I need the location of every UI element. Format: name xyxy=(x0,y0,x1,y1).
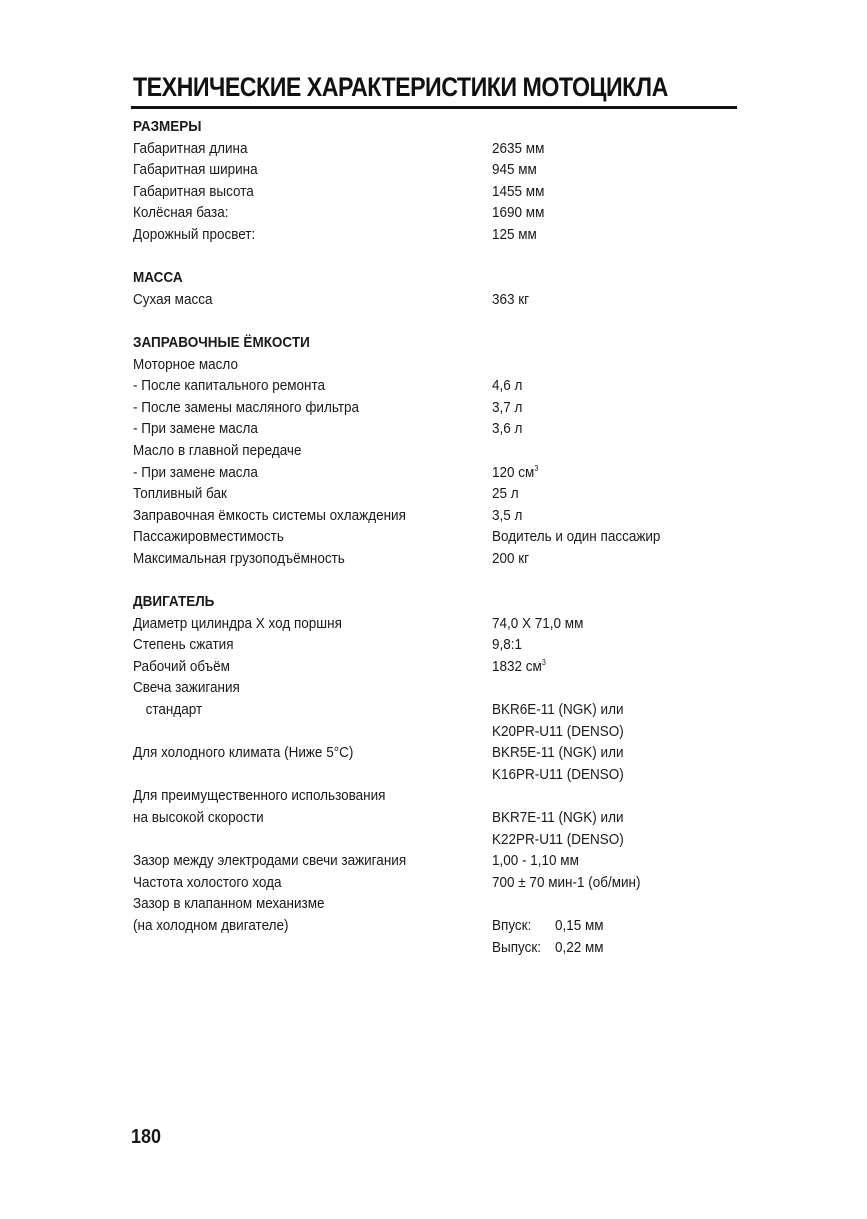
section-heading-text: МАССА xyxy=(133,269,183,287)
spec-label: Габаритная ширина xyxy=(133,161,258,179)
spec-value: BKR7E-11 (NGK) или xyxy=(492,809,624,826)
spec-row-wheelbase xyxy=(133,202,733,224)
spec-label: Моторное масло xyxy=(133,355,238,373)
page-title: ТЕХНИЧЕСКИЕ ХАРАКТЕРИСТИКИ МОТОЦИКЛА xyxy=(133,72,668,102)
spec-label: Зазор между электродами свечи зажигания xyxy=(133,852,407,870)
spec-value: 1455 мм xyxy=(492,182,545,200)
page-number: 180 xyxy=(131,1126,162,1148)
spec-row-spark-plug xyxy=(133,677,733,699)
spec-row-valve-clearance-exhaust xyxy=(133,937,733,959)
spec-value: BKR6E-11 (NGK) или xyxy=(492,701,624,719)
spec-label: стандарт xyxy=(145,701,203,719)
spec-value: 125 мм xyxy=(492,225,537,243)
spec-value: 1,00 - 1,10 мм xyxy=(492,852,579,870)
section-heading-text: ДВИГАТЕЛЬ xyxy=(133,593,215,611)
spec-row-after-overhaul xyxy=(133,375,733,397)
spec-label: Заправочная ёмкость системы охлаждения xyxy=(133,506,406,524)
spec-row-overall-height xyxy=(133,181,733,203)
spec-label: Зазор в клапанном механизме xyxy=(133,895,325,913)
spec-value: 3,6 л xyxy=(492,420,523,438)
spec-value: Водитель и один пассажир xyxy=(492,528,661,546)
value-number: 120 см xyxy=(492,463,535,481)
spec-value: 363 кг xyxy=(492,290,530,308)
section-spacer xyxy=(133,569,733,591)
valve-intake-key: Впуск: xyxy=(492,916,532,934)
spec-label: Диаметр цилиндра X ход поршня xyxy=(133,614,342,632)
spec-row-plug-gap xyxy=(133,850,733,872)
spec-label: Максимальная грузоподъёмность xyxy=(133,549,345,567)
title-underline xyxy=(131,106,737,109)
spec-value: K20PR-U11 (DENSO) xyxy=(492,722,624,740)
spec-row-plug-standard xyxy=(133,699,733,721)
section-spacer xyxy=(133,246,733,268)
spec-row-coolant xyxy=(133,505,733,527)
spec-label: Масло в главной передаче xyxy=(133,441,302,459)
spec-label: Рабочий объём xyxy=(133,657,230,675)
spec-label: на высокой скорости xyxy=(133,809,264,826)
spec-row-plug-standard-alt xyxy=(133,721,733,743)
spec-label: Для преимущественного использования xyxy=(133,787,386,805)
spec-row-idle-speed xyxy=(133,872,733,894)
valve-exhaust-value: 0,22 мм xyxy=(555,938,604,956)
spec-row-bore-stroke xyxy=(133,613,733,635)
spec-label: Свеча зажигания xyxy=(133,679,240,697)
section-heading-mass xyxy=(133,267,733,289)
spec-value: 945 мм xyxy=(492,161,537,179)
spec-value: 2635 мм xyxy=(492,139,545,157)
spec-value: K16PR-U11 (DENSO) xyxy=(492,765,624,783)
spec-row-final-drive-oil-change xyxy=(133,462,733,484)
spec-row-valve-clearance-intake xyxy=(133,915,733,937)
spec-row-overall-length xyxy=(133,138,733,160)
spec-row-dry-mass xyxy=(133,289,733,311)
spec-row-plug-cold-climate xyxy=(133,742,733,764)
spec-row-plug-high-speed xyxy=(133,807,733,829)
spec-row-displacement xyxy=(133,656,733,678)
spec-row-max-load xyxy=(133,548,733,570)
spec-row-plug-high-speed-label xyxy=(133,785,733,807)
section-spacer xyxy=(133,310,733,332)
valve-exhaust-key: Выпуск: xyxy=(492,938,542,956)
spec-label: Габаритная длина xyxy=(133,139,248,157)
spec-value: 3,7 л xyxy=(492,398,523,416)
spec-label: Топливный бак xyxy=(133,485,227,503)
spec-value: 700 ± 70 мин-1 (об/мин) xyxy=(492,873,641,891)
spec-label: Колёсная база: xyxy=(133,204,229,222)
spec-row-oil-change xyxy=(133,418,733,440)
spec-value xyxy=(492,656,546,678)
spec-label: Частота холостого хода xyxy=(133,873,282,891)
spec-row-valve-clearance-label xyxy=(133,893,733,915)
spec-label: Габаритная высота xyxy=(133,182,254,200)
spec-row-final-drive-oil xyxy=(133,440,733,462)
section-heading-dimensions xyxy=(133,116,733,138)
value-number: 1832 см xyxy=(492,657,542,675)
spec-row-ground-clearance xyxy=(133,224,733,246)
spec-row-after-filter-change xyxy=(133,397,733,419)
spec-row-passenger-capacity xyxy=(133,526,733,548)
spec-row-overall-width xyxy=(133,159,733,181)
spec-label: (на холодном двигателе) xyxy=(133,916,289,934)
specifications-list xyxy=(133,116,733,958)
spec-value xyxy=(492,937,604,959)
spec-row-plug-cold-climate-alt xyxy=(133,764,733,786)
spec-value: 25 л xyxy=(492,485,519,503)
spec-label: Дорожный просвет: xyxy=(133,225,256,243)
spec-value: 74,0 X 71,0 мм xyxy=(492,614,584,632)
spec-label: - При замене масла xyxy=(133,463,258,481)
spec-value: K22PR-U11 (DENSO) xyxy=(492,830,624,848)
spec-value: 4,6 л xyxy=(492,377,523,395)
valve-intake-value: 0,15 мм xyxy=(555,916,604,934)
spec-row-fuel-tank xyxy=(133,483,733,505)
spec-label: - После капитального ремонта xyxy=(133,377,326,395)
spec-label: - При замене масла xyxy=(133,420,258,438)
spec-value xyxy=(492,462,538,484)
spec-value: 3,5 л xyxy=(492,506,523,524)
value-superscript: 3 xyxy=(534,463,539,473)
spec-row-engine-oil xyxy=(133,354,733,376)
section-heading-text: РАЗМЕРЫ xyxy=(133,118,202,135)
value-superscript: 3 xyxy=(541,657,546,667)
spec-value: 9,8:1 xyxy=(492,636,523,654)
spec-value: BKR5E-11 (NGK) или xyxy=(492,744,624,762)
spec-row-plug-high-speed-alt xyxy=(133,829,733,851)
section-heading-capacities xyxy=(133,332,733,354)
spec-value: 200 кг xyxy=(492,549,530,567)
spec-label: Сухая масса xyxy=(133,290,213,308)
spec-label: Степень сжатия xyxy=(133,636,234,654)
spec-row-compression xyxy=(133,634,733,656)
spec-value: 1690 мм xyxy=(492,204,545,222)
section-heading-engine xyxy=(133,591,733,613)
spec-label: Для холодного климата (Ниже 5°C) xyxy=(133,744,354,762)
spec-value xyxy=(492,915,604,937)
spec-label: Пассажировместимость xyxy=(133,528,284,546)
section-heading-text: ЗАПРАВОЧНЫЕ ЁМКОСТИ xyxy=(133,333,310,351)
spec-label: - После замены масляного фильтра xyxy=(133,398,360,416)
